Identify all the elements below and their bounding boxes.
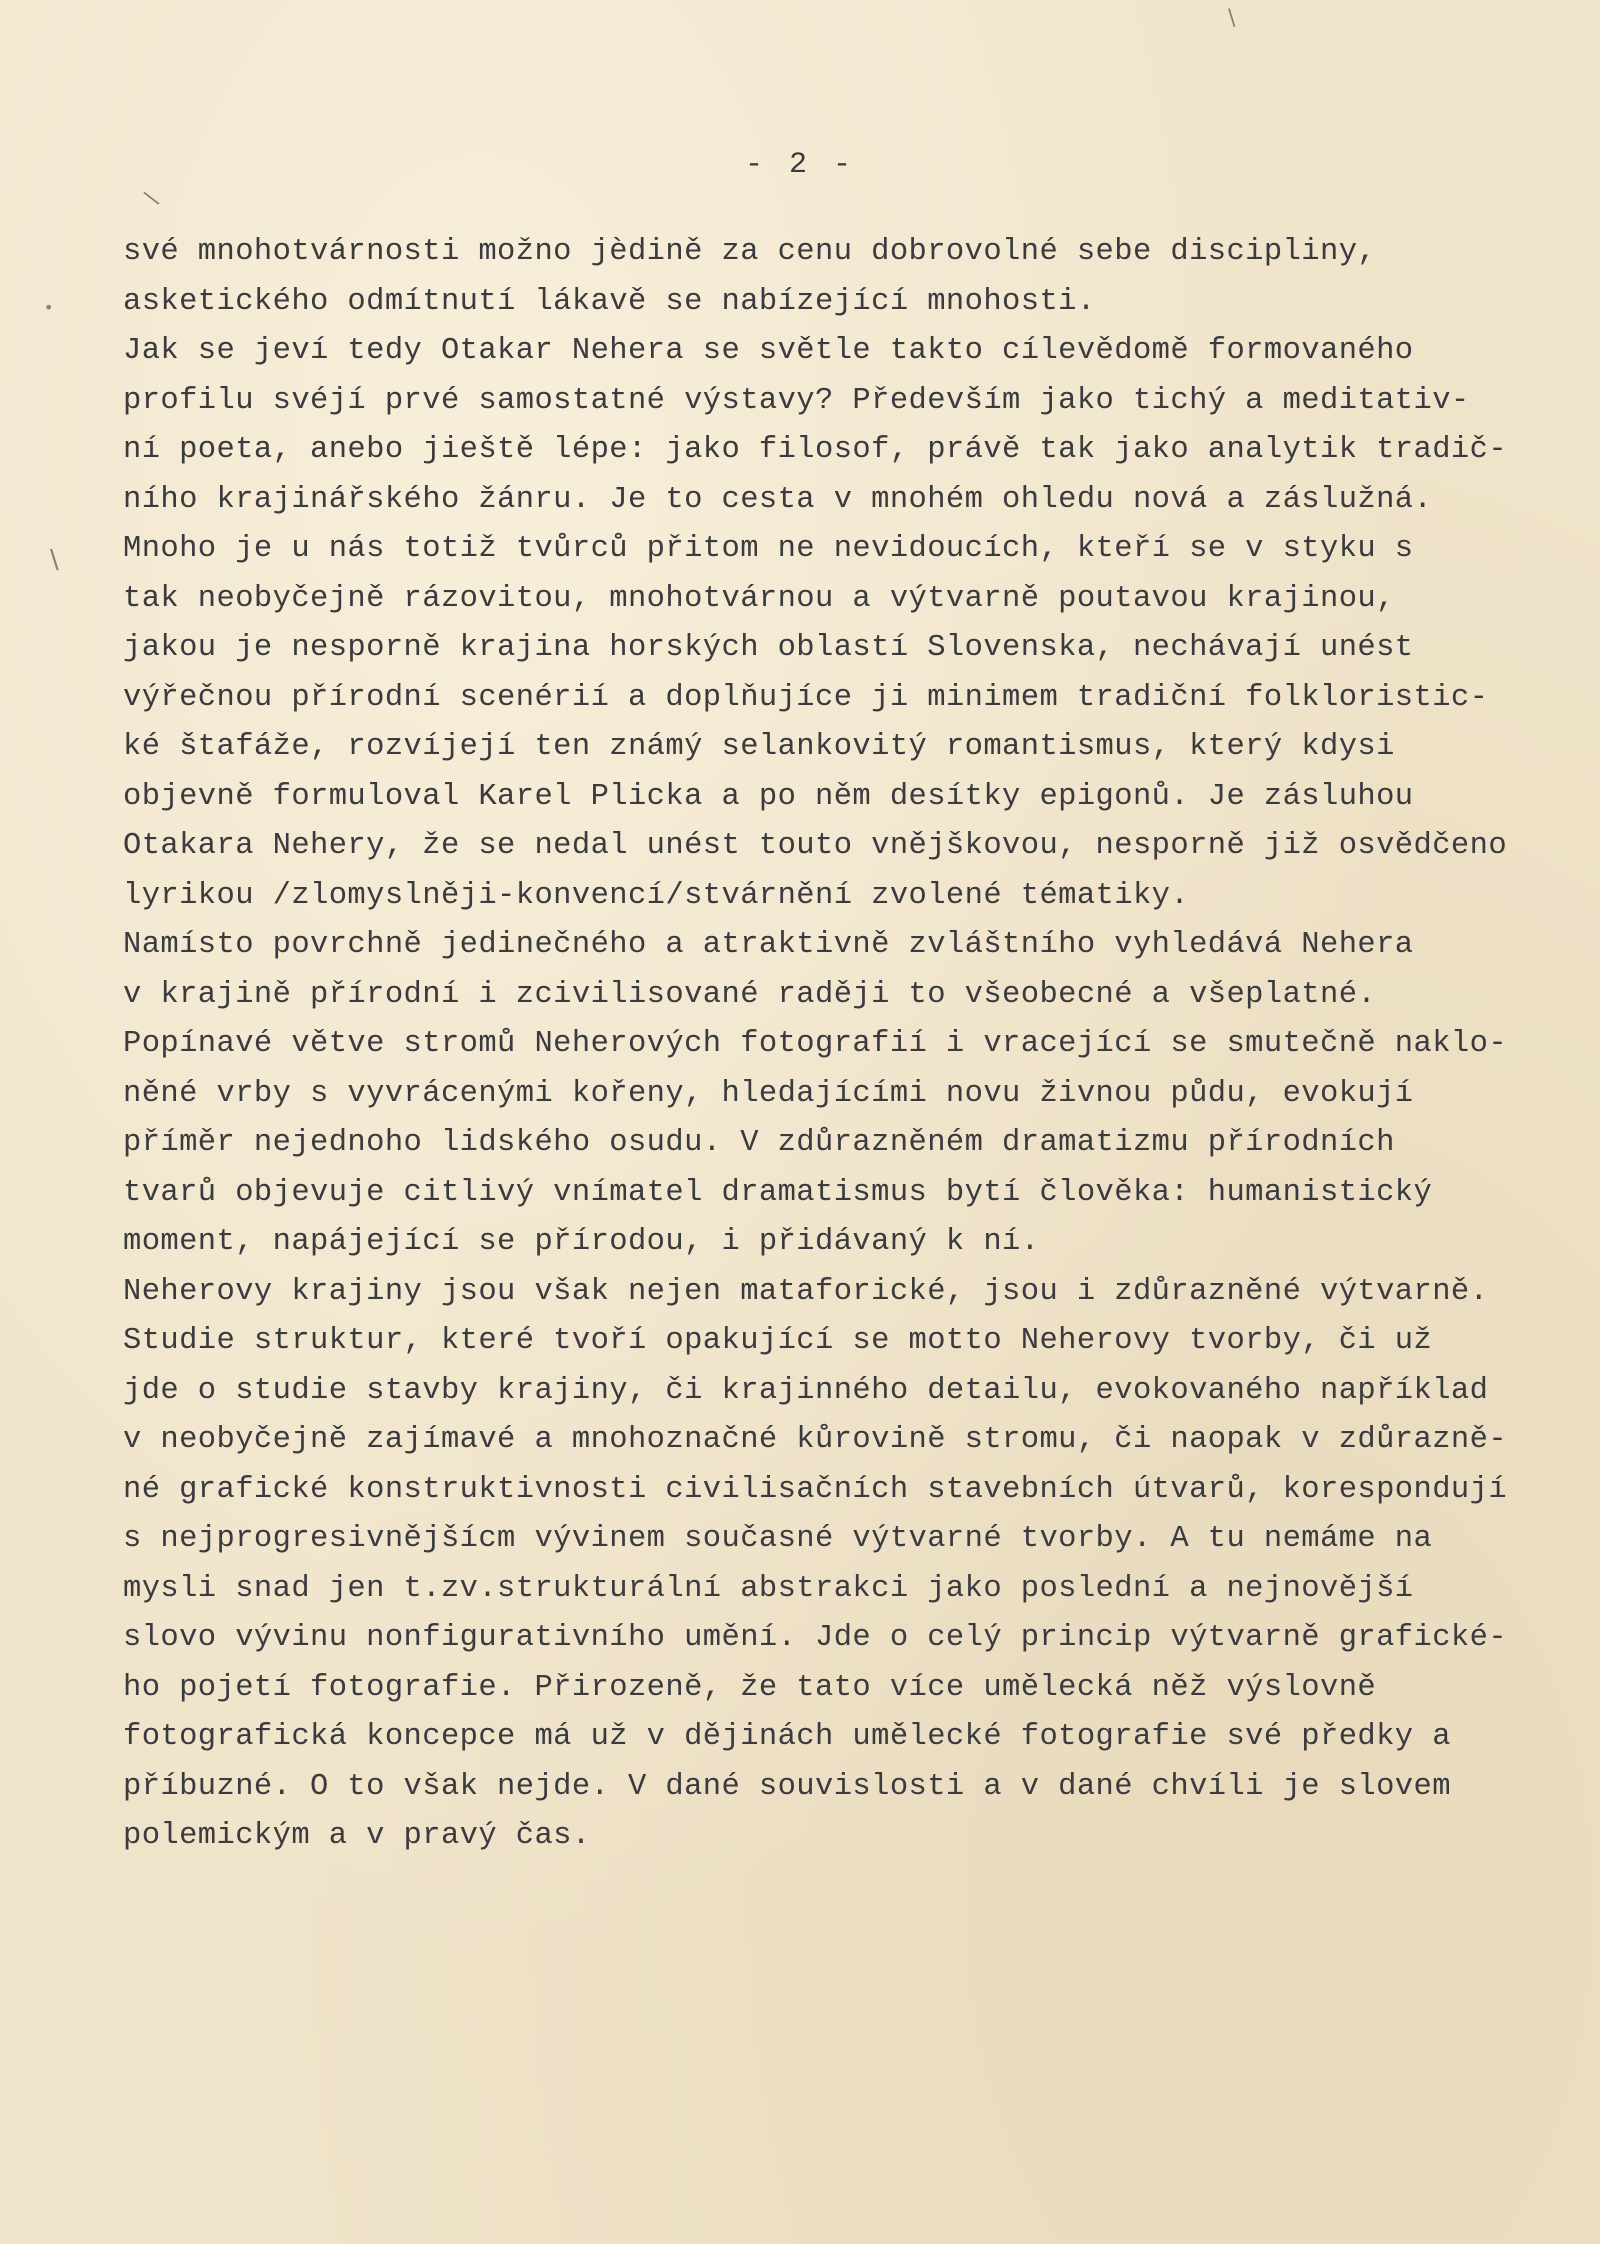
text-line: své mnohotvárnosti možno jèdině za cenu dobrovolné sebe discipliny, — [123, 235, 1377, 269]
text-line: polemickým a v pravý čas. — [123, 1819, 591, 1853]
paper-mark: \ — [1228, 6, 1236, 31]
text-line: v krajině přírodní i zcivilisované raději to všeobecné a všeplatné. — [123, 977, 1377, 1012]
text-line: asketického odmítnutí lákavě se nabízející mnohosti. — [123, 284, 1096, 319]
text-line: né grafické konstruktivnosti civilisačních stavebních útvarů, korespondují — [123, 1472, 1508, 1507]
text-line: tvarů objevuje citlivý vnímatel dramatismus bytí člověka: humanistický — [123, 1175, 1433, 1210]
paper-mark: • — [44, 298, 54, 317]
text-line: výřečnou přírodní scenérií a doplňujíce ji minimem tradiční folkloristic- — [123, 680, 1489, 715]
text-line: jde o studie stavby krajiny, či krajinného detailu, evokovaného například — [123, 1373, 1489, 1408]
text-line: příměr nejednoho lidského osudu. V zdůrazněném dramatizmu přírodních — [123, 1126, 1395, 1160]
text-line: objevně formuloval Karel Plicka a po něm desítky epigonů. Je zásluhou — [123, 779, 1414, 814]
text-line: Mnoho je u nás totiž tvůrců přitom ne nevidoucích, kteří se v styku s — [123, 532, 1414, 566]
paper-mark: \ — [141, 186, 162, 211]
text-line: Jak se jeví tedy Otakar Nehera se světle takto cílevědomě formovaného — [123, 334, 1414, 368]
text-line: něné vrby s vyvrácenými kořeny, hledajícími novu živnou půdu, evokují — [123, 1076, 1414, 1111]
text-line: v neobyčejně zajímavé a mnohoznačné kůrovině stromu, či naopak v zdůrazně- — [123, 1423, 1508, 1457]
typed-body-text — [123, 228, 1593, 1862]
text-line: s nejprogresivnějšícm vývinem současné výtvarné tvorby. A tu nemáme na — [123, 1522, 1433, 1556]
text-line: mysli snad jen t.zv.strukturální abstrakci jako poslední a nejnovější — [123, 1571, 1414, 1606]
text-line: Neherovy krajiny jsou však nejen mataforické, jsou i zdůrazněné výtvarně. — [123, 1274, 1489, 1309]
text-line: ké štafáže, rozvíjejí ten známý selankovitý romantismus, který kdysi — [123, 730, 1395, 764]
text-line: moment, napájející se přírodou, i přidávaný k ní. — [123, 1225, 1040, 1259]
text-line: příbuzné. O to však nejde. V dané souvislosti a v dané chvíli je slovem — [123, 1769, 1451, 1804]
text-line: ního krajinářského žánru. Je to cesta v mnohém ohledu nová a záslužná. — [123, 482, 1433, 517]
text-line: Namísto povrchně jedinečného a atraktivně zvláštního vyhledává Nehera — [123, 928, 1414, 962]
text-line: jakou je nesporně krajina horských oblastí Slovenska, nechávají unést — [123, 631, 1414, 665]
paper-mark: \ — [50, 545, 59, 575]
text-line: ho pojetí fotografie. Přirozeně, že tato více umělecká něž výslovně — [123, 1670, 1377, 1705]
text-line: ní poeta, anebo jieště lépe: jako filosof, právě tak jako analytik tradič- — [123, 433, 1508, 467]
text-line: tak neobyčejně rázovitou, mnohotvárnou a výtvarně poutavou krajinou, — [123, 581, 1395, 616]
text-line: fotografická koncepce má už v dějinách umělecké fotografie své předky a — [123, 1720, 1451, 1754]
page-number: - 2 - — [744, 148, 855, 182]
text-line: lyrikou /zlomyslněji-konvencí/stvárnění zvolené tématiky. — [123, 878, 1190, 913]
text-line: Studie struktur, které tvoří opakující se motto Neherovy tvorby, či už — [123, 1324, 1433, 1358]
text-line: Popínavé větve stromů Neherových fotografií i vracející se smutečně naklo- — [123, 1027, 1508, 1061]
text-line: slovo vývinu nonfigurativního umění. Jde o celý princip výtvarně grafické- — [123, 1621, 1508, 1655]
text-line: profilu svéjí prvé samostatné výstavy? Především jako tichý a meditativ- — [123, 383, 1470, 418]
text-line: Otakara Nehery, že se nedal unést touto vnějškovou, nesporně již osvědčeno — [123, 829, 1508, 863]
